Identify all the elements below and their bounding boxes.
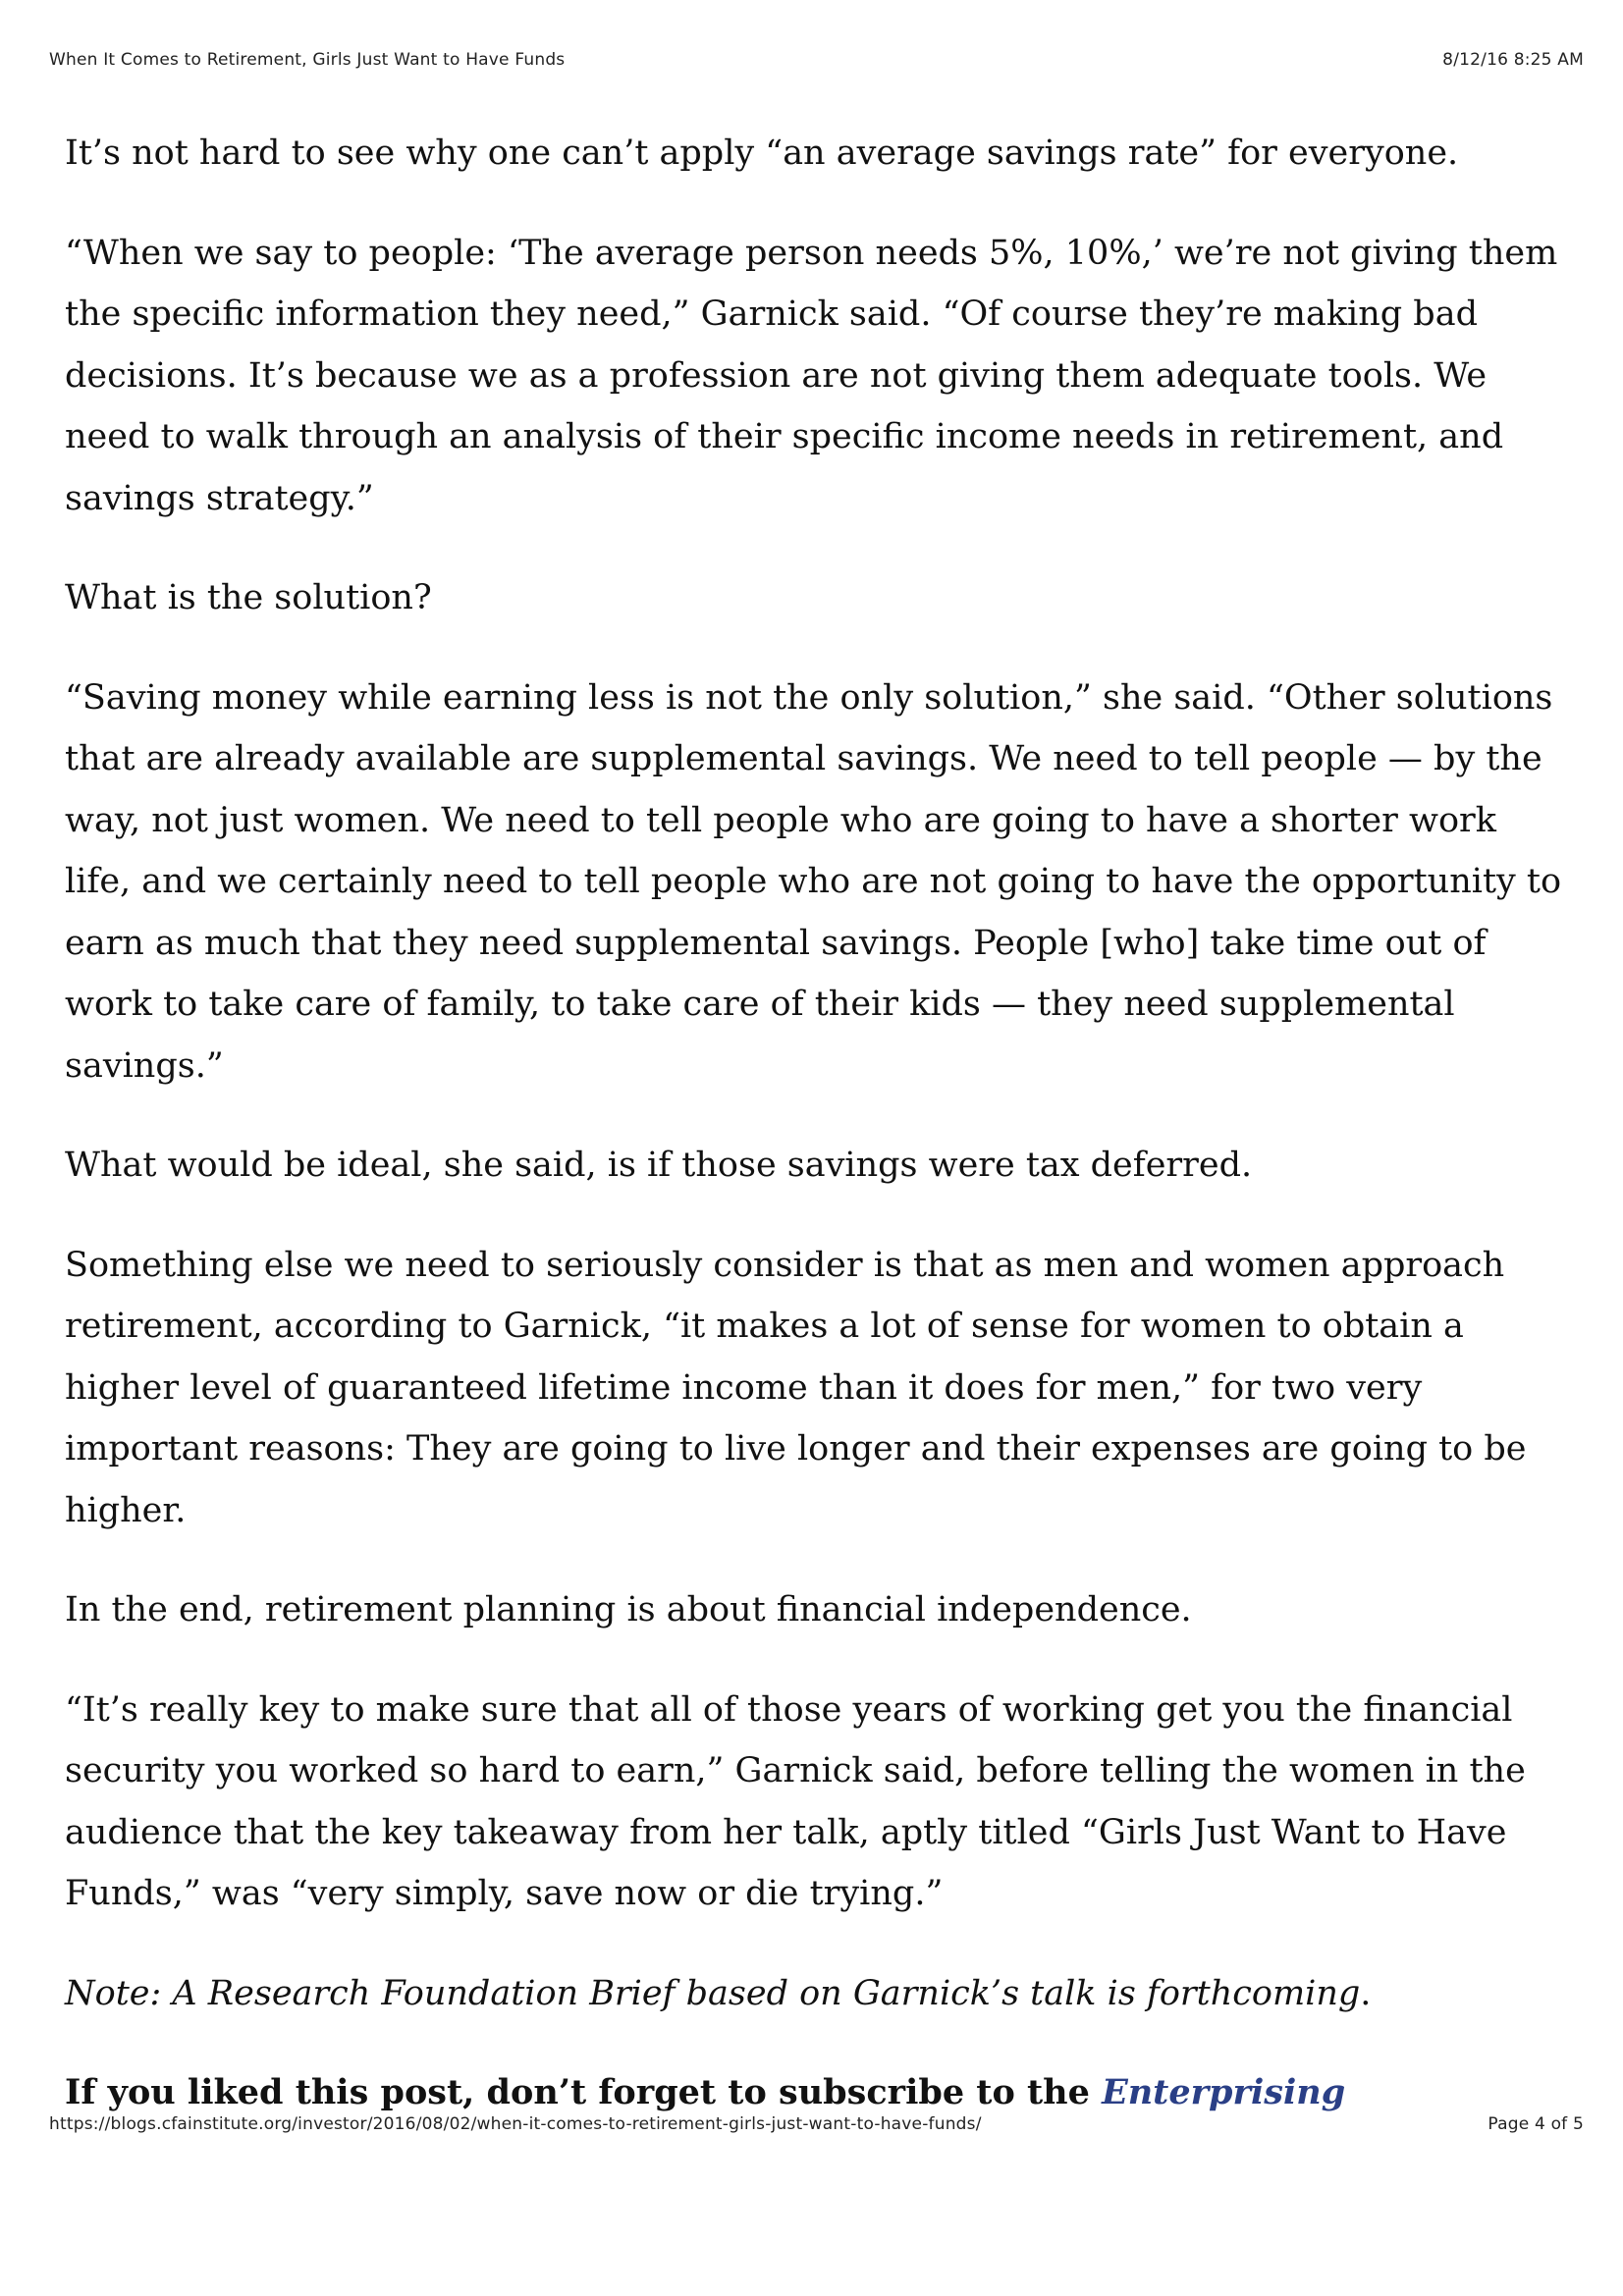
subscribe-text: If you liked this post, don’t forget to subscribe to the — [65, 2072, 1103, 2112]
paragraph: Something else we need to seriously consider is that as men and women approach retirement, according to Garnick, “it makes a lot of sense for women to obtain a higher level of guaranteed lifetime income than it does for men,” for two very important reasons: They are going to live longer and their expenses are going to be higher. — [65, 1245, 1527, 1530]
page-title: When It Comes to Retirement, Girls Just Want to Have Funds — [49, 50, 566, 70]
paragraph: It’s not hard to see why one can’t apply “an average savings rate” for everyone. — [65, 133, 1459, 173]
print-datetime: 8/12/16 8:25 AM — [1442, 50, 1584, 70]
enterprising-investor-link[interactable]: Enterprising — [1102, 2072, 1346, 2112]
note-period: . — [1360, 1973, 1372, 2013]
page-number: Page 4 of 5 — [1488, 2114, 1584, 2134]
paragraph: “It’s really key to make sure that all of those years of working get you the financial security you worked so hard to earn,” Garnick said, before telling the women in the audience that the key takeaway from her talk, aptly titled “Girls Just Want to Have Funds,” was “very simply, save now or die trying.” — [65, 1689, 1526, 1913]
print-footer — [49, 2114, 1584, 2134]
paragraph: What is the solution? — [65, 578, 432, 617]
article-body — [65, 123, 1567, 2124]
paragraph: In the end, retirement planning is about financial independence. — [65, 1590, 1192, 1629]
note-text: Note: A Research Foundation Brief based on Garnick’s talk is forthcoming — [65, 1973, 1361, 2013]
article-note — [65, 1963, 1567, 2025]
print-header — [49, 50, 1584, 70]
paragraph: “Saving money while earning less is not the only solution,” she said. “Other solutions that are already available are supplemental savings. We need to tell people — by the way, not just women. We need to tell people who are going to have a shorter work life, and we certainly need to tell people who are not going to have the opportunity to earn as much that they need supplemental savings. People [who] take time out of work to take care of family, to take care of their kids — they need supplemental savings.” — [65, 677, 1562, 1086]
paragraph: What would be ideal, she said, is if those savings were tax deferred. — [65, 1146, 1253, 1185]
page-url: https://blogs.cfainstitute.org/investor/2016/08/02/when-it-comes-to-retirement-girls-just-want-to-have-funds/ — [49, 2114, 982, 2134]
paragraph: “When we say to people: ‘The average person needs 5%, 10%,’ we’re not giving them the specific information they need,” Garnick said. “Of course they’re making bad decisions. It’s because we as a profession are not giving them adequate tools. We need to walk through an analysis of their specific income needs in retirement, and savings strategy.” — [65, 233, 1558, 518]
